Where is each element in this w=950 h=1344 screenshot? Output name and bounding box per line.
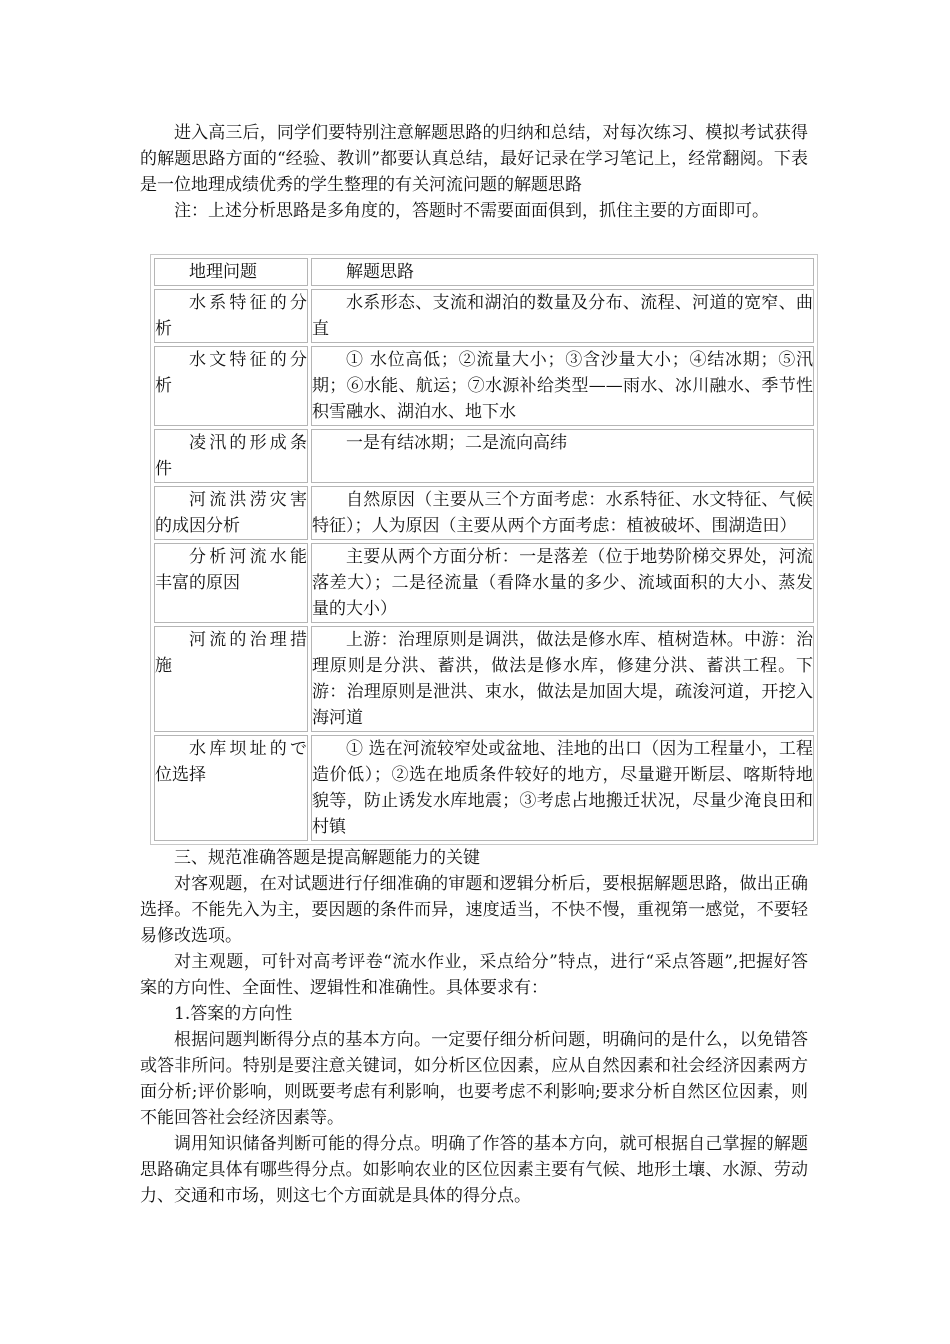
table-header-row <box>154 258 814 286</box>
row-question: 河流的治理措施 <box>154 626 308 732</box>
row-approach: 主要从两个方面分析：一是落差（位于地势阶梯交界处，河流落差大）；二是径流量（看降水量的多少、流域面积的大小、蒸发量的大小） <box>311 543 814 623</box>
table-row <box>154 429 814 483</box>
note-paragraph: 注：上述分析思路是多角度的，答题时不需要面面俱到，抓住主要的方面即可。 <box>174 201 769 221</box>
row-approach: 一是有结冰期；二是流向高纬 <box>311 429 814 483</box>
section-heading: 三、规范准确答题是提高解题能力的关键 <box>174 848 480 868</box>
paragraph: 对主观题，可针对高考评卷“流水作业，采点给分”特点，进行“采点答题”,把握好答案的方向性、全面性、逻辑性和准确性。具体要求有： <box>140 952 808 998</box>
row-question: 河流洪涝灾害的成因分析 <box>154 486 308 540</box>
row-approach: ① 水位高低；②流量大小；③含沙量大小；④结冰期；⑤汛期；⑥水能、航运；⑦水源补给类型——雨水、冰川融水、季节性积雪融水、湖泊水、地下水 <box>311 346 814 426</box>
table-row <box>154 289 814 343</box>
row-question: 水系特征的分析 <box>154 289 308 343</box>
river-analysis-table <box>150 254 818 845</box>
intro-paragraph: 进入高三后，同学们要特别注意解题思路的归纳和总结，对每次练习、模拟考试获得的解题思路方面的“经验、教训”都要认真总结，最好记录在学习笔记上，经常翻阅。下表是一位地理成绩优秀的学生整理的有关河流问题的解题思路 <box>140 123 808 195</box>
row-approach: ① 选在河流较窄处或盆地、洼地的出口（因为工程量小，工程造价低）；②选在地质条件较好的地方，尽量避开断层、喀斯特地貌等，防止诱发水库地震；③考虑占地搬迁状况，尽量少淹良田和村镇 <box>311 735 814 841</box>
table-row <box>154 486 814 540</box>
row-question: 分析河流水能丰富的原因 <box>154 543 308 623</box>
table-row <box>154 543 814 623</box>
header-question: 地理问题 <box>154 258 308 286</box>
paragraph: 调用知识储备判断可能的得分点。明确了作答的基本方向，就可根据自己掌握的解题思路确定具体有哪些得分点。如影响农业的区位因素主要有气候、地形土壤、水源、劳动力、交通和市场，则这七个方面就是具体的得分点。 <box>140 1134 808 1206</box>
paragraph: 对客观题，在对试题进行仔细准确的审题和逻辑分析后，要根据解题思路，做出正确选择。不能先入为主，要因题的条件而异，速度适当，不快不慢，重视第一感觉，不要轻易修改选项。 <box>140 874 808 946</box>
row-approach: 上游：治理原则是调洪，做法是修水库、植树造林。中游：治理原则是分洪、蓄洪，做法是修水库，修建分洪、蓄洪工程。下游：治理原则是泄洪、束水，做法是加固大堤，疏浚河道，开挖入海河道 <box>311 626 814 732</box>
row-question: 水文特征的分析 <box>154 346 308 426</box>
header-approach: 解题思路 <box>311 258 814 286</box>
table-row <box>154 626 814 732</box>
row-approach: 水系形态、支流和湖泊的数量及分布、流程、河道的宽窄、曲直 <box>311 289 814 343</box>
table-row <box>154 735 814 841</box>
table-row <box>154 346 814 426</box>
subheading: 1.答案的方向性 <box>174 1004 293 1024</box>
body-text <box>140 845 808 1209</box>
paragraph: 根据问题判断得分点的基本方向。一定要仔细分析问题，明确问的是什么，以免错答或答非所问。特别是要注意关键词，如分析区位因素，应从自然因素和社会经济因素两方面分析;评价影响，则既要考虑有利影响，也要考虑不利影响;要求分析自然区位因素，则不能回答社会经济因素等。 <box>140 1030 808 1128</box>
document-page <box>140 120 813 1209</box>
row-question: 水库坝址的で位选择 <box>154 735 308 841</box>
row-approach: 自然原因（主要从三个方面考虑：水系特征、水文特征、气候特征）；人为原因（主要从两个方面考虑：植被破坏、围湖造田） <box>311 486 814 540</box>
row-question: 凌汛的形成条件 <box>154 429 308 483</box>
